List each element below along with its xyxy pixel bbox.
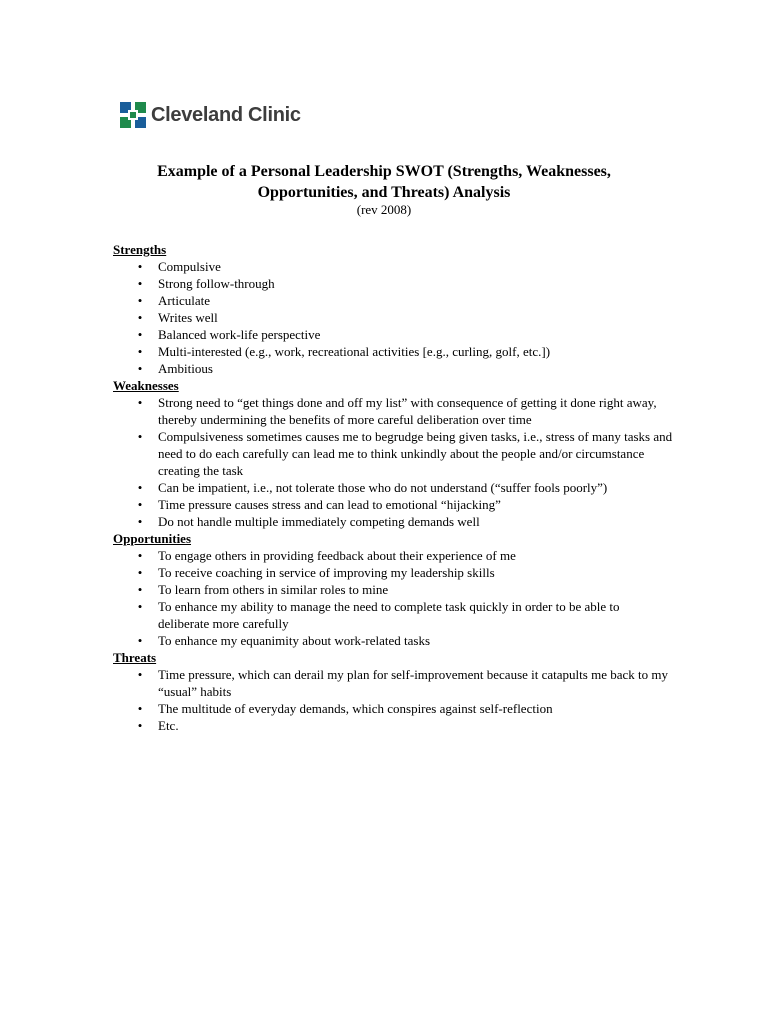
section-heading-opportunities: Opportunities xyxy=(113,531,192,546)
cleveland-clinic-cross-icon xyxy=(120,102,146,128)
swot-content xyxy=(113,241,673,734)
list-item xyxy=(113,581,673,598)
section-heading-weaknesses: Weaknesses xyxy=(113,378,179,393)
list-item-text: Writes well xyxy=(158,310,218,325)
logo-text: Cleveland Clinic xyxy=(151,104,301,126)
bullet-icon: • xyxy=(137,395,143,410)
list-item-text: Compulsiveness sometimes causes me to begrudge being given tasks, i.e., stress of many tasks and need to do each carefully can lead me to think unkindly about the people and/or circumstance creating the task xyxy=(158,429,673,478)
list-item xyxy=(113,394,673,428)
list-item-text: Balanced work-life perspective xyxy=(158,327,321,342)
list-item xyxy=(113,598,673,632)
bullet-icon: • xyxy=(137,344,143,359)
list-item xyxy=(113,496,673,513)
list-item-text: To learn from others in similar roles to mine xyxy=(158,582,389,597)
list-item xyxy=(113,564,673,581)
list-item xyxy=(113,700,673,717)
list-item-text: Articulate xyxy=(158,293,210,308)
bullet-icon: • xyxy=(137,497,143,512)
bullet-icon: • xyxy=(137,701,143,716)
list-item-text: To enhance my ability to manage the need to complete task quickly in order to be able to deliberate more carefully xyxy=(158,599,620,631)
list-item xyxy=(113,360,673,377)
list-item xyxy=(113,632,673,649)
list-strengths xyxy=(113,258,673,377)
list-weaknesses xyxy=(113,394,673,530)
bullet-icon: • xyxy=(137,599,143,614)
list-item xyxy=(113,428,673,479)
list-item xyxy=(113,717,673,734)
list-item xyxy=(113,275,673,292)
bullet-icon: • xyxy=(137,429,143,444)
list-threats xyxy=(113,666,673,734)
bullet-icon: • xyxy=(137,582,143,597)
list-item xyxy=(113,326,673,343)
list-item-text: Etc. xyxy=(158,718,179,733)
list-item-text: Strong need to “get things done and off my list” with consequence of getting it done right away, thereby undermining the benefits of more careful deliberation over time xyxy=(158,395,657,427)
list-item-text: Compulsive xyxy=(158,259,221,274)
bullet-icon: • xyxy=(137,633,143,648)
bullet-icon: • xyxy=(137,548,143,563)
list-item-text: To enhance my equanimity about work-related tasks xyxy=(158,633,431,648)
bullet-icon: • xyxy=(137,276,143,291)
bullet-icon: • xyxy=(137,718,143,733)
list-item-text: Ambitious xyxy=(158,361,213,376)
document-title: Example of a Personal Leadership SWOT (Strengths, Weaknesses, Opportunities, and Threats) Analysis xyxy=(157,163,611,201)
bullet-icon: • xyxy=(137,361,143,376)
list-item xyxy=(113,343,673,360)
list-item xyxy=(113,547,673,564)
list-item-text: Multi-interested (e.g., work, recreational activities [e.g., curling, golf, etc.]) xyxy=(158,344,551,359)
document-revision: (rev 2008) xyxy=(356,202,412,217)
list-item-text: Strong follow-through xyxy=(158,276,275,291)
list-item xyxy=(113,666,673,700)
list-item xyxy=(113,292,673,309)
bullet-icon: • xyxy=(137,565,143,580)
list-item xyxy=(113,513,673,530)
list-opportunities xyxy=(113,547,673,649)
list-item-text: Time pressure causes stress and can lead to emotional “hijacking” xyxy=(158,497,501,512)
section-heading-threats: Threats xyxy=(113,650,157,665)
list-item-text: Do not handle multiple immediately competing demands well xyxy=(158,514,480,529)
list-item-text: To engage others in providing feedback about their experience of me xyxy=(158,548,516,563)
section-heading-strengths: Strengths xyxy=(113,242,167,257)
bullet-icon: • xyxy=(137,667,143,682)
list-item-text: To receive coaching in service of improving my leadership skills xyxy=(158,565,495,580)
bullet-icon: • xyxy=(137,514,143,529)
list-item xyxy=(113,309,673,326)
list-item xyxy=(113,258,673,275)
bullet-icon: • xyxy=(137,259,143,274)
cleveland-clinic-logo xyxy=(120,100,301,130)
bullet-icon: • xyxy=(137,480,143,495)
list-item xyxy=(113,479,673,496)
bullet-icon: • xyxy=(137,310,143,325)
bullet-icon: • xyxy=(137,327,143,342)
bullet-icon: • xyxy=(137,293,143,308)
list-item-text: Can be impatient, i.e., not tolerate those who do not understand (“suffer fools poorly”) xyxy=(158,480,608,495)
list-item-text: The multitude of everyday demands, which conspires against self-reflection xyxy=(158,701,553,716)
list-item-text: Time pressure, which can derail my plan for self-improvement because it catapults me back to my “usual” habits xyxy=(158,667,668,699)
